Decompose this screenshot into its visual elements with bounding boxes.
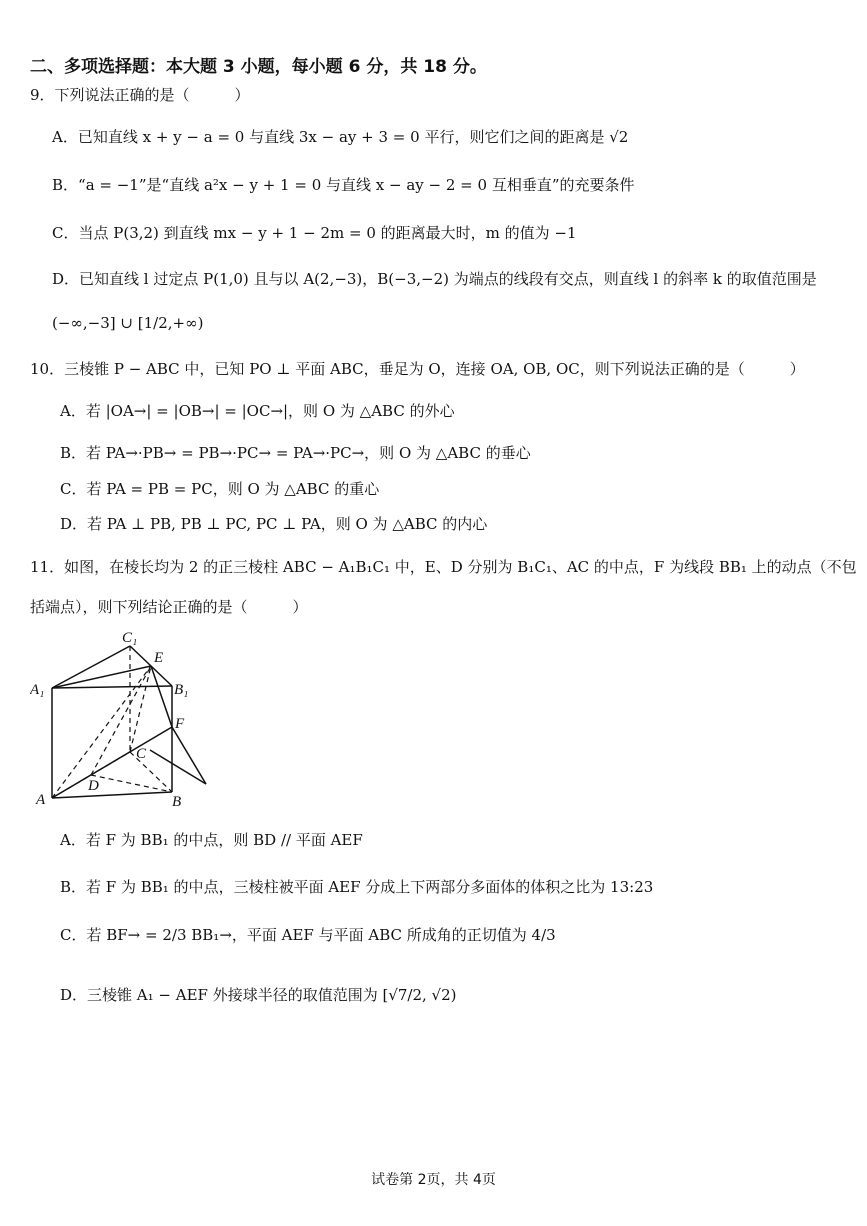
q9-option-b: B．“a = −1”是“直线 a²x − y + 1 = 0 与直线 x − ay − 2 = 0 互相垂直”的充要条件 — [52, 176, 635, 194]
prism-figure — [30, 632, 220, 822]
label-e: E — [154, 650, 164, 666]
label-c1: C₁ — [122, 632, 138, 646]
q11-stem: 11．如图，在棱长均为 2 的正三棱柱 ABC − A₁B₁C₁ 中，E、D 分别为 B₁C₁、AC 的中点，F 为线段 BB₁ 上的动点（不包 — [30, 558, 857, 576]
label-b1: B₁ — [174, 682, 189, 698]
label-d: D — [88, 778, 99, 794]
q10-option-c: C．若 PA = PB = PC，则 O 为 △ABC 的重心 — [60, 480, 380, 498]
q9-option-d: D．已知直线 l 过定点 P(1,0) 且与以 A(2,−3)，B(−3,−2) 为端点的线段有交点，则直线 l 的斜率 k 的取值范围是 — [52, 270, 817, 288]
q9-option-d-range: (−∞,−3] ∪ [1/2,+∞) — [52, 314, 204, 332]
q10-option-b: B．若 PA→·PB→ = PB→·PC→ = PA→·PC→，则 O 为 △ABC 的垂心 — [60, 444, 531, 462]
label-a1: A₁ — [30, 682, 45, 698]
q9-stem: 9．下列说法正确的是（ ） — [30, 86, 250, 104]
q11-option-b: B．若 F 为 BB₁ 的中点，三棱柱被平面 AEF 分成上下两部分多面体的体积之比为 13:23 — [60, 878, 654, 896]
q11-option-a: A．若 F 为 BB₁ 的中点，则 BD // 平面 AEF — [60, 831, 363, 849]
q11-option-d: D．三棱锥 A₁ − AEF 外接球半径的取值范围为 [√7/2, √2) — [60, 986, 457, 1004]
q9-option-c: C．当点 P(3,2) 到直线 mx − y + 1 − 2m = 0 的距离最大时，m 的值为 −1 — [52, 224, 577, 242]
q10-option-d: D．若 PA ⊥ PB, PB ⊥ PC, PC ⊥ PA，则 O 为 △ABC 的内心 — [60, 515, 488, 533]
page-footer: 试卷第 2页，共 4页 — [371, 1172, 496, 1188]
section-title: 二、多项选择题：本大题 3 小题，每小题 6 分，共 18 分。 — [30, 57, 487, 77]
label-b: B — [172, 794, 182, 810]
q10-option-a: A．若 |OA→| = |OB→| = |OC→|，则 O 为 △ABC 的外心 — [60, 402, 455, 420]
q11-stem-continued: 括端点），则下列结论正确的是（ ） — [30, 598, 308, 616]
q11-option-c: C．若 BF→ = 2/3 BB₁→，平面 AEF 与平面 ABC 所成角的正切值为 4/3 — [60, 926, 556, 944]
label-c: C — [136, 746, 147, 762]
q10-stem: 10．三棱锥 P − ABC 中，已知 PO ⊥ 平面 ABC，垂足为 O，连接 OA, OB, OC，则下列说法正确的是（ ） — [30, 360, 805, 378]
label-a: A — [36, 792, 46, 808]
q9-option-a: A．已知直线 x + y − a = 0 与直线 3x − ay + 3 = 0 平行，则它们之间的距离是 √2 — [52, 128, 629, 146]
label-f: F — [175, 716, 185, 732]
